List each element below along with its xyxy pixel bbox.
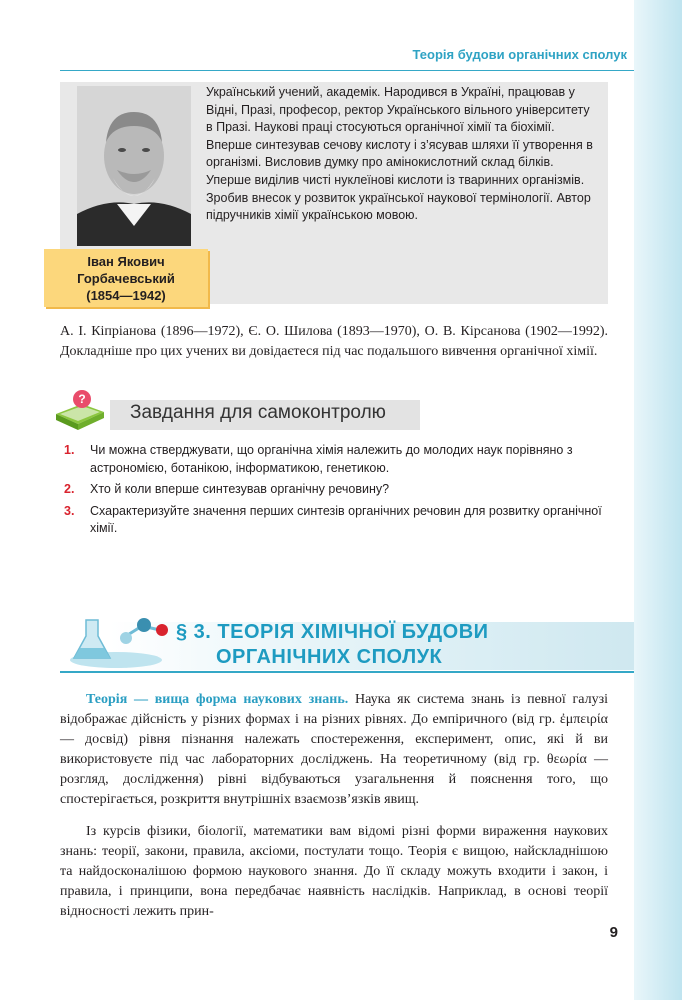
- portrait-icon: [77, 86, 191, 246]
- section-heading: [176, 620, 489, 670]
- name-line-first: Іван Якович: [87, 254, 165, 269]
- chemistry-flask-icon: [66, 600, 186, 670]
- page-number: 9: [609, 924, 618, 941]
- self-check-title: Завдання для самоконтролю: [130, 402, 386, 423]
- biography-text: Український учений, академік. Народився в Україні, працював у Відні, Празі, професор, ректор Українського вільного університету в Празі. Наукові праці стосуються органічної хімії та біохімії. Вперше синтезував сечову кислоту і з’ясував шляхи її утворення в організмі. Висловив думку про амінокислотний склад білків. Уперше виділив чисті нуклеїнові кислоти із тваринних організмів. Зробив внесок у розвиток української наукової термінології. Автор підручників хімії українською мовою.: [206, 85, 593, 223]
- scientist-name-tag: [44, 249, 208, 307]
- name-line-years: (1854—1942): [86, 288, 166, 303]
- question-text: Чи можна стверджувати, що органічна хімія належить до молодих наук порівняно з астрономією, ботанікою, інформатикою, генетикою.: [90, 443, 573, 475]
- paragraph-lead: Теорія — вища форма наукових знань.: [86, 692, 349, 707]
- question-number: 3.: [64, 503, 75, 518]
- svg-text:?: ?: [78, 392, 86, 406]
- question-number: 1.: [64, 443, 75, 457]
- section-banner-line: [60, 671, 634, 673]
- question-number: 2.: [64, 482, 75, 496]
- self-check-questions: [64, 442, 610, 542]
- header-divider: [60, 70, 634, 71]
- intro-paragraph: А. І. Кіпріанова (1896—1972), Є. О. Шилова (1893—1970), О. В. Кірсанова (1902—1992). Докладніше про цих учених ви довідаєтеся під час подальшого вивчення органічної хімії.: [60, 324, 608, 359]
- question-text: Хто й коли вперше синтезував органічну речовину?: [90, 482, 390, 496]
- question-text: Схарактеризуйте значення перших синтезів органічних речовин для розвитку органічної хімії.: [90, 503, 602, 535]
- page-edge-band: [634, 0, 682, 1000]
- question-item: [64, 503, 610, 538]
- section-heading-line2: ОРГАНІЧНИХ СПОЛУК: [216, 646, 443, 668]
- name-line-surname: Горбачевський: [77, 271, 175, 286]
- book-question-icon: [52, 388, 108, 432]
- body-paragraph-2: Із курсів фізики, біології, математики вам відомі різні форми вираження наукових знань: теорії, закони, правила, аксіоми, постулати тощо. Теорія є вищою, найскладнішою та найдосконалішою формою наукового знання. До її складу можуть входити і закон, і правила, і принципи, вона передбачає наявність наслідків. Наприклад, в основі теорії відносності лежить прин-: [60, 824, 608, 919]
- body-paragraph-1: [60, 690, 608, 810]
- question-item: [64, 442, 610, 477]
- portrait-image: [77, 86, 191, 246]
- running-title: Теорія будови органічних сполук: [412, 47, 627, 62]
- question-item: [64, 481, 610, 499]
- paragraph-text: Наука як система знань із певної галузі відображає дійсність у різних формах і на різних рівнях. До емпіричного (від гр. ἐμπειρία — досвід) рівня пізнання належать спостереження, експеримент, опис, які й ви використовуєте під час лабораторних досліджень. На теоретичному (від гр. θεωρία — розгляд, дослідження) рівні відбуваються узагальнення й пояснення того, що спостерігається, розкриття внутрішніх взаємозв’язків явищ.: [60, 692, 609, 807]
- section-heading-line1: § 3. ТЕОРІЯ ХІМІЧНОЇ БУДОВИ: [176, 621, 489, 643]
